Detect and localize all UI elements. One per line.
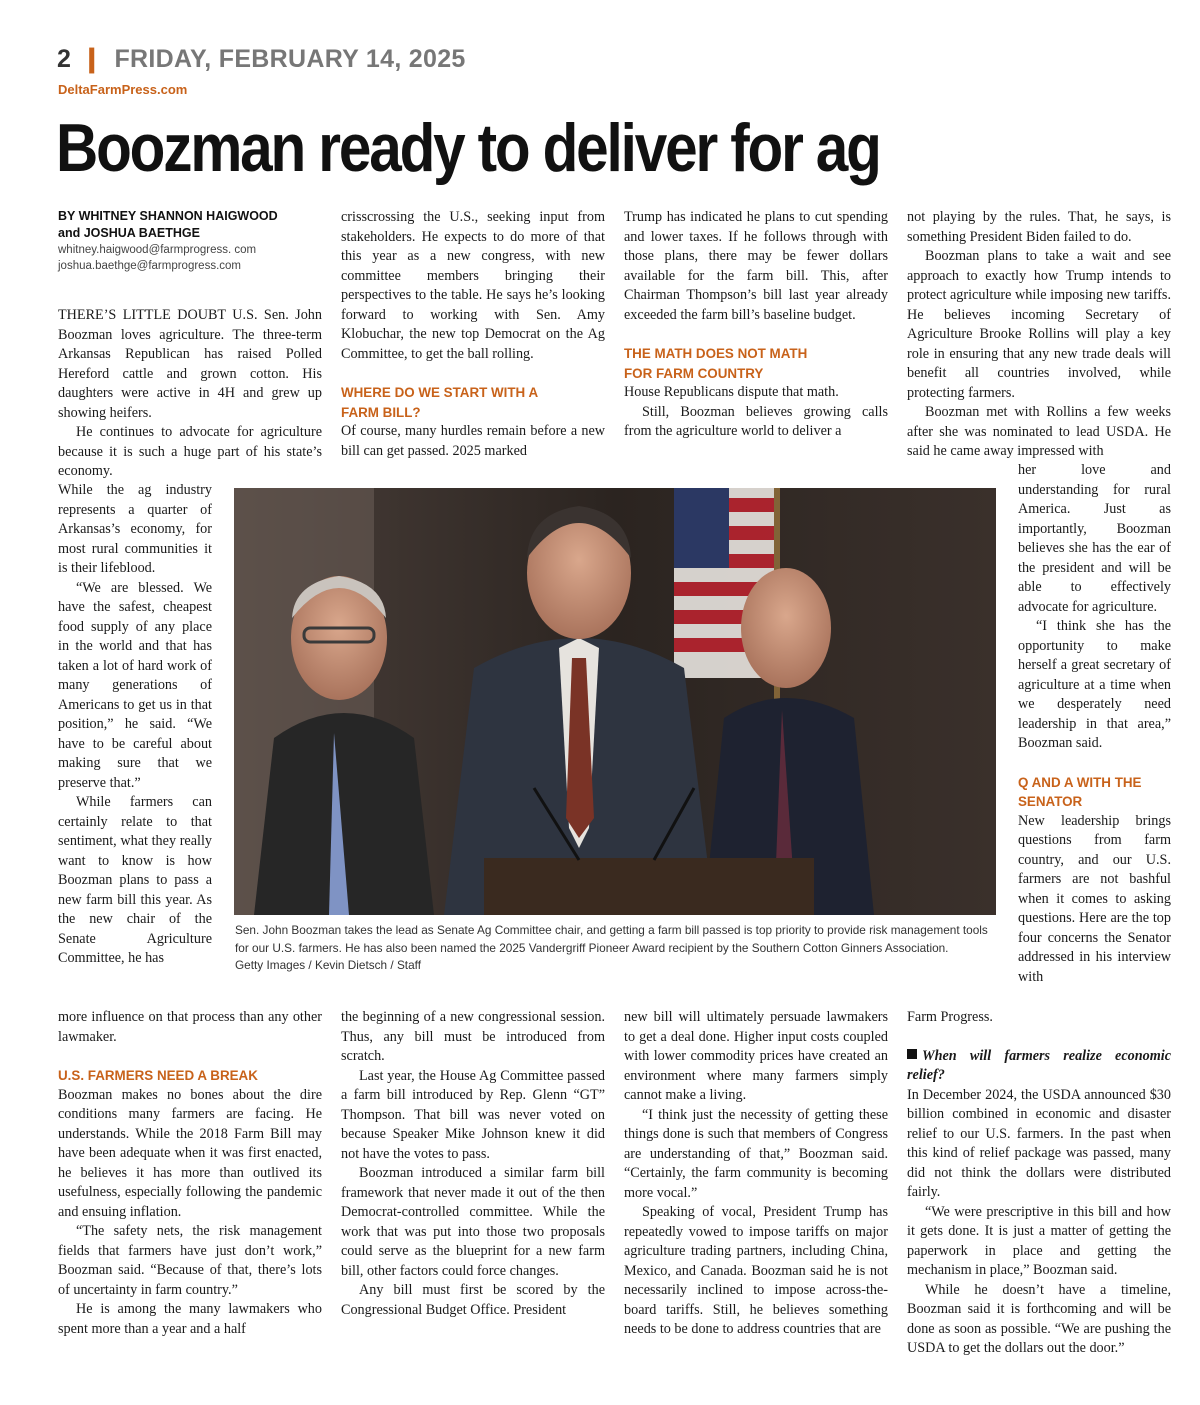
bullet-square-icon: [907, 1049, 917, 1059]
question-heading: [907, 1047, 1171, 1086]
paragraph: the beginning of a new congressional session. Thus, any bill must be introduced from scratch.: [341, 1009, 605, 1064]
column-4-top: [907, 208, 1171, 462]
byline-authors-1: BY WHITNEY SHANNON HAIGWOOD: [58, 209, 278, 223]
paragraph: While farmers can certainly relate to that sentiment, what they really want to know is how Boozman plans to pass a new farm bill this year. As the new chair of the Senate Agriculture Committee, he has: [58, 794, 212, 966]
paragraph: While the ag industry represents a quarter of Arkansas’s economy, for most rural communities it is their lifeblood.: [58, 482, 212, 576]
article-photo: [234, 488, 996, 915]
photo-credit: Getty Images / Kevin Dietsch / Staff: [235, 958, 421, 972]
subhead-where-do-we-start: WHERE DO WE START WITH A FARM BILL?: [341, 385, 538, 420]
paragraph: “I think just the necessity of getting these things done is such that members of Congress are understanding of that,” Boozman said. “Certainly, the farm community is becoming more vocal.”: [624, 1106, 888, 1201]
paragraph: THERE’S LITTLE DOUBT U.S. Sen. John Boozman loves agriculture. The three-term Arkansas Republican has raised Polled Hereford cattle and grown cotton. His daughters were active in 4H and grew up showing heifers.: [58, 307, 322, 421]
press-conference-photo: [234, 488, 996, 915]
paragraph: Boozman met with Rollins a few weeks after she was nominated to lead USDA. He said he came away impressed with: [907, 404, 1171, 459]
column-4-wrap: [1018, 461, 1171, 987]
column-1-top: [58, 306, 322, 482]
paragraph: not playing by the rules. That, he says, is something President Biden failed to do.: [907, 209, 1171, 245]
paragraph: “We are blessed. We have the safest, cheapest food supply of any place in the world and that has taken a lot of hard work of many generations of Americans to get us in that position,” he said. “We have to be careful about making sure that we preserve that.”: [58, 579, 212, 791]
author-email-1[interactable]: whitney.haigwood@farmprogress. com: [58, 244, 257, 256]
byline-authors-2: and JOSHUA BAETHGE: [58, 226, 200, 240]
paragraph: Boozman plans to take a wait and see approach to exactly how Trump intends to protect agriculture while imposing new tariffs. He believes incoming Secretary of Agriculture Brooke Rollins will play a key role in ensuring that any new trade deals will benefit all countries involved, while protecting farmers.: [907, 248, 1171, 401]
subhead-q-and-a: Q AND A WITH THE SENATOR: [1018, 774, 1142, 809]
paragraph: Speaking of vocal, President Trump has repeatedly vowed to impose tariffs on major agriculture trading partners, including China, Mexico, and Canada. Boozman said he is not necessarily inclined to impose across-the-board tariffs. Still, he believes something needs to be done to address countries that are: [624, 1204, 888, 1337]
byline: [58, 208, 328, 274]
column-2-top: [341, 208, 605, 461]
subhead-math-does-not-math: THE MATH DOES NOT MATH FOR FARM COUNTRY: [624, 346, 808, 381]
paragraph: New leadership brings questions from farm country, and our U.S. farmers are not bashful when it comes to asking questions. Here are the top four concerns the Senator addressed in his interview with: [1018, 812, 1171, 985]
photo-caption: [235, 922, 990, 975]
headline: Boozman ready to deliver for ag: [56, 110, 880, 186]
caption-text: Sen. John Boozman takes the lead as Senate Ag Committee chair, and getting a farm bill passed is top priority to provide risk management tools for our U.S. farmers. He has also been named the 2025 Vandergriff Pioneer Award recipient by the Southern Cotton Ginners Association.: [235, 923, 988, 955]
paragraph: “The safety nets, the risk management fields that farmers have just don’t work,” Boozman said. “Because of that, there’s lots of uncertainty in farm country.”: [58, 1223, 322, 1298]
paragraph: Farm Progress.: [907, 1009, 993, 1025]
folio-separator: ❙: [81, 45, 103, 73]
column-1-bottom: [58, 1008, 322, 1339]
column-1-wrap: [58, 481, 212, 969]
paragraph: Trump has indicated he plans to cut spending and lower taxes. If he follows through with those plans, there may be fewer dollars available for the farm bill. This, after Chairman Thompson’s bill last year already exceeded the farm bill’s baseline budget.: [624, 209, 888, 323]
paragraph: “We were prescriptive in this bill and how it gets done. It is just a matter of getting the paperwork in place and getting the mechanism in place,” Boozman said.: [907, 1203, 1171, 1278]
column-3-bottom: [624, 1008, 888, 1340]
paragraph: Last year, the House Ag Committee passed a farm bill introduced by Rep. Glenn “GT” Thompson. That bill was never voted on because Speaker Mike Johnson knew it did not have the votes to pass.: [341, 1067, 605, 1162]
author-email-2[interactable]: joshua.baethge@farmprogress.com: [58, 260, 241, 272]
paragraph: Still, Boozman believes growing calls from the agriculture world to deliver a: [624, 403, 888, 439]
subhead-farmers-need-break: U.S. FARMERS NEED A BREAK: [58, 1068, 258, 1083]
paragraph: Boozman makes no bones about the dire conditions many farmers are facing. He understands. While the 2018 Farm Bill may have been adequate when it was first enacted, he believes it has more than outlived its usefulness, especially following the pandemic and ensuing inflation.: [58, 1086, 322, 1220]
paragraph: Of course, many hurdles remain before a new bill can get passed. 2025 marked: [341, 423, 605, 459]
paragraph: crisscrossing the U.S., seeking input from stakeholders. He expects to do more of that this year as a new congress, with new committee members bringing their perspectives to the table. He says he’s looking forward to working with Sen. Amy Klobuchar, the new top Democrat on the Ag Committee, to get the ball rolling.: [341, 209, 605, 362]
paragraph: more influence on that process than any other lawmaker.: [58, 1009, 322, 1045]
paragraph: Boozman introduced a similar farm bill framework that never made it out of the then Democrat-controlled committee. While the work that was put into those two proposals could serve as the blueprint for a new farm bill, other factors could force changes.: [341, 1165, 605, 1279]
column-2-bottom: [341, 1008, 605, 1320]
column-4-bottom: [907, 1008, 1171, 1359]
paragraph: “I think she has the opportunity to make herself a great secretary of agriculture at a time when we desperately need leadership in that area,” Boozman said.: [1018, 618, 1171, 751]
paragraph: While he doesn’t have a timeline, Boozman said it is forthcoming and will be done as soon as possible. “We are pushing the USDA to get the dollars out the door.”: [907, 1281, 1171, 1356]
paragraph: her love and understanding for rural America. Just as importantly, Boozman believes she has the ear of the president and will be able to effectively advocate for agriculture.: [1018, 462, 1171, 615]
paragraph: House Republicans dispute that math.: [624, 384, 839, 400]
column-3-top: [624, 208, 888, 442]
paragraph: In December 2024, the USDA announced $30 billion combined in economic and disaster relief to our U.S. farmers. In the past when this kind of relief package was passed, many did not think the dollars were distributed fairly.: [907, 1086, 1171, 1200]
site-url[interactable]: DeltaFarmPress.com: [58, 82, 188, 97]
paragraph: Any bill must first be scored by the Congressional Budget Office. President: [341, 1282, 605, 1318]
paragraph: He is among the many lawmakers who spent more than a year and a half: [58, 1301, 322, 1337]
paragraph: He continues to advocate for agriculture because it is such a huge part of his state’s economy.: [58, 424, 322, 479]
question-text: When will farmers realize economic relief?: [907, 1047, 1171, 1083]
page-number: 2: [57, 45, 72, 73]
paragraph: new bill will ultimately persuade lawmakers to get a deal done. Higher input costs coupled with lower commodity prices have created an environment where many farmers simply cannot make a living.: [624, 1009, 888, 1103]
issue-date: FRIDAY, FEBRUARY 14, 2025: [114, 45, 466, 73]
folio: [57, 44, 466, 74]
